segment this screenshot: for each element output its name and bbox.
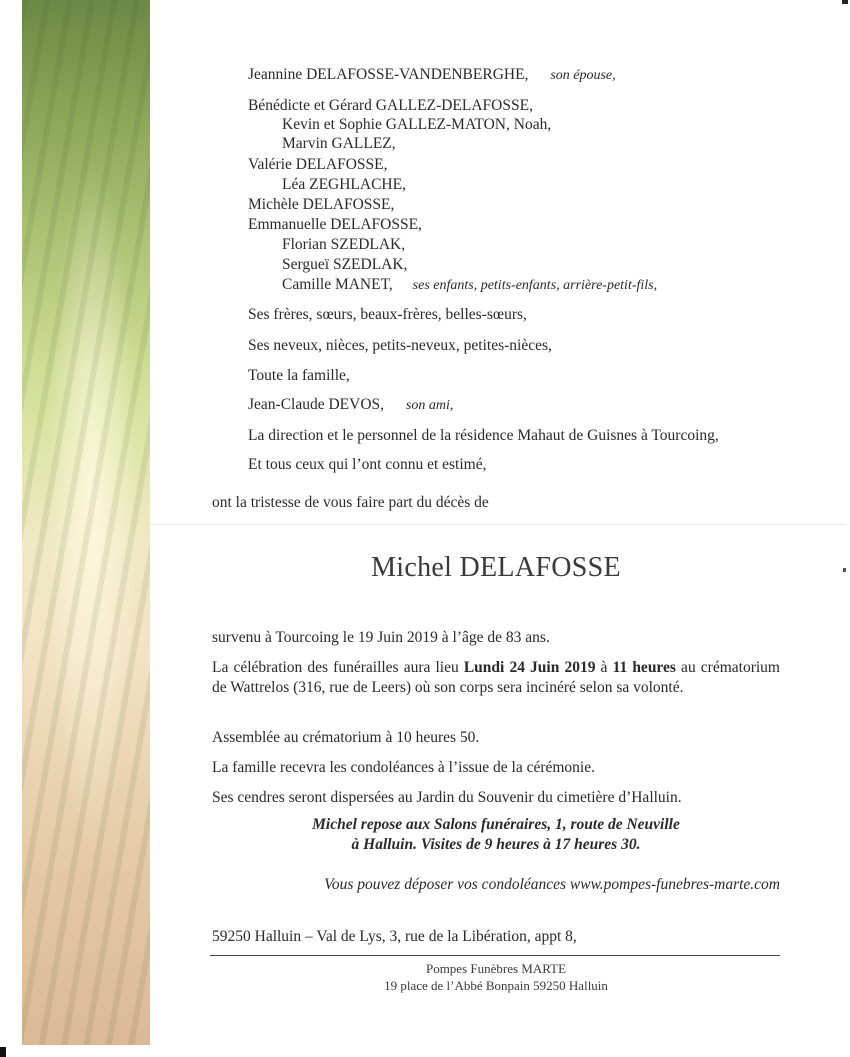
scan-mark	[843, 568, 846, 572]
family-line: Camille MANET, ses enfants, petits-enfants, arrière-petit-fils,	[282, 276, 658, 293]
repose-info: Michel repose aux Salons funéraires, 1, route de Neuville à Halluin. Visites de 9 heures à 17 heures 30.	[312, 816, 680, 853]
family-line: Jean-Claude DEVOS, son ami,	[248, 396, 454, 413]
family-line: Kevin et Sophie GALLEZ-MATON, Noah,	[282, 116, 552, 133]
family-line: La direction et le personnel de la résidence Mahaut de Guisnes à Tourcoing,	[248, 427, 719, 444]
page-fold-line	[150, 524, 845, 525]
forest-path-photo	[22, 0, 150, 1045]
family-line: Michèle DELAFOSSE,	[248, 196, 395, 213]
condolences-info: La famille recevra les condoléances à l’issue de la cérémonie.	[212, 759, 595, 776]
family-line: Jeannine DELAFOSSE-VANDENBERGHE, son épouse,	[248, 66, 616, 83]
family-address: 59250 Halluin – Val de Lys, 3, rue de la Libération, appt 8,	[212, 928, 577, 945]
announcement-text: ont la tristesse de vous faire part du décès de	[212, 494, 489, 511]
family-line: Et tous ceux qui l’ont connu et estimé,	[248, 456, 487, 473]
funeral-home-name: Pompes Funèbres MARTE	[425, 961, 567, 976]
ashes-info: Ses cendres seront dispersées au Jardin du Souvenir du cimetière d’Halluin.	[212, 789, 682, 806]
family-line: Bénédicte et Gérard GALLEZ-DELAFOSSE,	[248, 97, 533, 114]
scan-mark	[0, 1047, 6, 1057]
family-line: Valérie DELAFOSSE,	[248, 156, 388, 173]
assembly-info: Assemblée au crématorium à 10 heures 50.	[212, 729, 480, 746]
family-line: Léa ZEGHLACHE,	[282, 176, 406, 193]
funeral-home-address: 19 place de l’Abbé Bonpain 59250 Halluin	[384, 978, 608, 993]
family-line: Ses frères, sœurs, beaux-frères, belles-sœurs,	[248, 306, 527, 323]
family-line: Sergueï SZEDLAK,	[282, 256, 408, 273]
deceased-name: Michel DELAFOSSE	[371, 552, 621, 583]
family-line: Marvin GALLEZ,	[282, 135, 396, 152]
family-line: Ses neveux, nièces, petits-neveux, petites-nièces,	[248, 337, 552, 354]
death-info: survenu à Tourcoing le 19 Juin 2019 à l’âge de 83 ans.	[212, 629, 550, 646]
family-line: Emmanuelle DELAFOSSE,	[248, 216, 422, 233]
family-line: Florian SZEDLAK,	[282, 236, 406, 253]
family-line: Toute la famille,	[248, 367, 350, 384]
celebration-info: La célébration des funérailles aura lieu Lundi 24 Juin 2019 à 11 heures au crématorium de Wattrelos (316, rue de Leers) où son corps sera incinéré selon sa volonté.	[212, 659, 780, 696]
online-condolences: Vous pouvez déposer vos condoléances www.pompes-funebres-marte.com	[324, 876, 780, 893]
footer-divider	[210, 955, 780, 956]
scan-mark	[842, 0, 848, 4]
